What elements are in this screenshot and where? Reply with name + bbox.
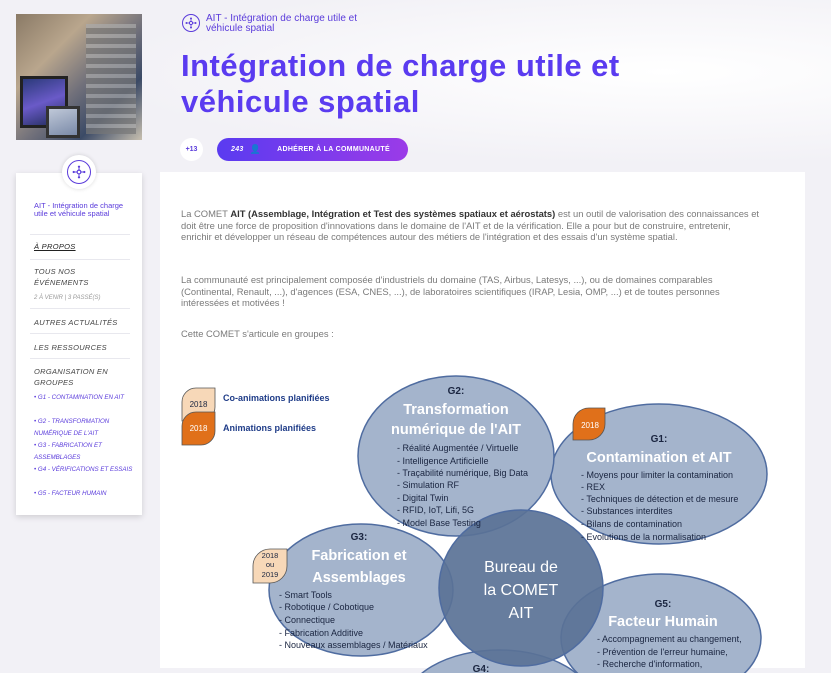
sidebar-title[interactable]: AIT - Intégration de charge utile et véhicule spatial — [34, 201, 124, 218]
group-g4: G4: — [472, 664, 490, 673]
intro-paragraph: La COMET AIT (Assemblage, Intégration et Test des systèmes spatiaux et aérostats) est un outil de valorisation des connaissances et doit être une force de proposition d'innovations dans le domaine de l'AIT et de la vérification. Elle a pour but de construire, entretenir, enrichir et développer un réseau de compétences autour des métiers de l'intégration et des essais d'un système spatial. — [181, 208, 760, 242]
sidebar-item-about[interactable]: À PROPOS — [34, 242, 76, 251]
community-paragraph: La communauté est principalement composée d'industriels du domaine (TAS, Airbus, Latesys, ...), ou de domaines comparables (Continental, Renault, ...), d'agences (ESA, CNES, ...), de laboratoires scientifiques (IRAP, Lesia, OMP, ...) et de toutes personnes intéressées et motivées ! — [181, 274, 720, 308]
svg-text:- Techniques de détection et d: - Techniques de détection et de mesure — [581, 494, 739, 504]
svg-text:- Accompagnement au changement: - Accompagnement au changement, — [597, 634, 742, 644]
sidebar-group-g3[interactable]: • G3 - FABRICATION ET ASSEMBLAGES — [34, 442, 102, 461]
svg-text:- Robotique / Cobotique: - Robotique / Cobotique — [279, 602, 375, 612]
svg-text:Assemblages: Assemblages — [312, 570, 406, 586]
sidebar-group-g4[interactable]: • G4 - VÉRIFICATIONS ET ESSAIS — [34, 466, 133, 473]
divider — [30, 358, 130, 359]
svg-text:- Moyens pour limiter la conta: - Moyens pour limiter la contamination — [581, 470, 734, 480]
svg-text:G3:: G3: — [350, 532, 368, 543]
divider — [30, 333, 130, 334]
svg-text:numérique de l'AIT: numérique de l'AIT — [391, 422, 521, 438]
subgroup-count-badge[interactable]: +13 — [180, 138, 203, 161]
legend-label-1: Co-animations planifiées — [223, 393, 330, 403]
svg-text:- Digital Twin: - Digital Twin — [397, 493, 449, 503]
svg-text:- Model Base Testing: - Model Base Testing — [397, 518, 481, 528]
divider — [30, 308, 130, 309]
sidebar-group-g1[interactable]: • G1 - CONTAMINATION EN AIT — [34, 394, 125, 401]
svg-text:- Traçabilité numérique, Big D: - Traçabilité numérique, Big Data — [397, 468, 529, 478]
svg-text:- Intelligence Artificielle: - Intelligence Artificielle — [397, 456, 489, 466]
divider — [30, 259, 130, 260]
svg-text:- Recherche d'information,: - Recherche d'information, — [597, 659, 703, 669]
svg-text:- Réalité Augmentée / Virtuell: - Réalité Augmentée / Virtuelle — [397, 443, 519, 453]
member-count: 243 — [231, 146, 244, 153]
svg-text:- Substances interdites: - Substances interdites — [581, 506, 673, 516]
svg-text:G2:: G2: — [447, 386, 465, 397]
sidebar-item-news[interactable]: AUTRES ACTUALITÉS — [34, 318, 118, 327]
svg-text:2019: 2019 — [261, 570, 279, 579]
svg-text:2018: 2018 — [581, 421, 599, 430]
svg-text:Bureau de: Bureau de — [484, 559, 558, 576]
person-icon: 👤 — [249, 144, 262, 154]
legend-label-2: Animations planifiées — [223, 423, 317, 433]
sidebar-group-g2[interactable]: • G2 - TRANSFORMATION NUMÉRIQUE DE L'AIT — [34, 418, 110, 437]
sidebar-item-resources[interactable]: LES RESSOURCES — [34, 343, 107, 352]
svg-text:- Bilans de contamination: - Bilans de contamination — [581, 519, 683, 529]
sidebar-item-groups[interactable]: ORGANISATION EN GROUPES — [34, 367, 108, 387]
svg-text:- Evolutions de la normalisati: - Evolutions de la normalisation — [581, 532, 707, 542]
svg-text:- Nouveaux assemblages / Matér: - Nouveaux assemblages / Matériaux — [279, 640, 428, 650]
groups-intro: Cette COMET s'articule en groupes : — [181, 328, 334, 339]
svg-text:- Smart Tools: - Smart Tools — [279, 590, 332, 600]
svg-text:- Simulation RF: - Simulation RF — [397, 480, 460, 490]
events-count: 2 À VENIR | 3 PASSÉ(S) — [34, 295, 101, 301]
page-title: Intégration de charge utile et véhicule spatial — [181, 48, 620, 119]
svg-text:Fabrication et: Fabrication et — [311, 548, 407, 564]
svg-text:Facteur Humain: Facteur Humain — [608, 614, 718, 630]
join-community-button[interactable] — [217, 138, 408, 161]
breadcrumb-link[interactable]: AIT - Intégration de charge utile et véhicule spatial — [206, 13, 358, 34]
svg-text:AIT: AIT — [508, 605, 534, 622]
legend-year-2: 2018 — [189, 424, 208, 433]
svg-text:la COMET: la COMET — [483, 582, 559, 599]
svg-text:Transformation: Transformation — [403, 402, 509, 418]
svg-text:ou: ou — [265, 560, 275, 569]
svg-text:G5:: G5: — [654, 599, 672, 610]
svg-text:- REX: - REX — [581, 482, 606, 492]
community-thumbnail — [16, 14, 142, 140]
community-icon — [62, 155, 96, 189]
join-label: ADHÉRER À LA COMMUNAUTÉ — [277, 146, 390, 153]
network-icon — [182, 14, 200, 32]
organization-diagram — [181, 376, 763, 673]
svg-text:- Connectique: - Connectique — [279, 615, 336, 625]
divider — [30, 234, 130, 235]
svg-text:Contamination et AIT: Contamination et AIT — [586, 450, 732, 466]
svg-text:- Prévention de l'erreur humai: - Prévention de l'erreur humaine, — [597, 647, 728, 657]
legend-year-1: 2018 — [189, 400, 208, 409]
svg-text:2018: 2018 — [261, 551, 279, 560]
legend — [182, 388, 330, 445]
sidebar-item-events[interactable]: TOUS NOS ÉVÉNEMENTS — [34, 267, 89, 287]
sidebar-group-g5[interactable]: • G5 - FACTEUR HUMAIN — [34, 490, 107, 497]
svg-text:G1:: G1: — [650, 434, 668, 445]
breadcrumb[interactable] — [182, 14, 366, 34]
svg-text:- RFID, IoT, Lifi, 5G: - RFID, IoT, Lifi, 5G — [397, 505, 475, 515]
svg-text:- Fabrication Additive: - Fabrication Additive — [279, 628, 364, 638]
